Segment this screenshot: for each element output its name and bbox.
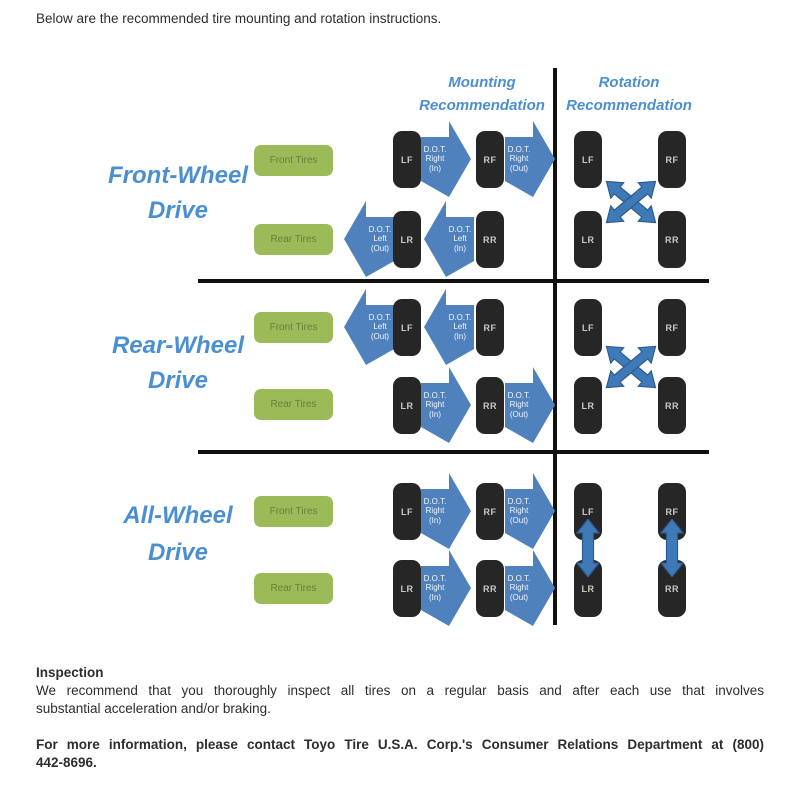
arrow-label: (Out) <box>509 592 529 602</box>
tire-rr: RR <box>476 560 504 617</box>
inspection-body-line1: We recommend that you thoroughly inspect all tires on a regular basis and after each use that involves <box>36 683 764 698</box>
front-tires-badge: Front Tires <box>254 312 333 343</box>
tire-rr: RR <box>658 560 686 617</box>
rear-tires-badge: Rear Tires <box>254 389 333 420</box>
arrow-label: D.O.T. <box>507 573 531 583</box>
paragraph-spacer <box>36 717 764 736</box>
dot-left-in-arrow-icon <box>424 289 474 365</box>
tire-rf: RF <box>658 299 686 356</box>
arrow-label: D.O.T. <box>423 573 447 583</box>
rear-tires-badge: Rear Tires <box>254 224 333 255</box>
arrow-label: (Out) <box>509 409 529 419</box>
contact-line2: 442-8696. <box>36 754 97 770</box>
arrow-label: D.O.T. <box>423 144 447 154</box>
tire-rf: RF <box>476 299 504 356</box>
arrow-label: (In) <box>429 409 441 419</box>
row-label-front-wheel: Front-Wheel <box>108 162 248 189</box>
row-label-rear-wheel: Rear-Wheel <box>111 332 245 359</box>
inspection-body-line2: substantial acceleration and/or braking. <box>36 700 271 716</box>
rear-tires-badge: Rear Tires <box>254 573 333 604</box>
mounting-column-header <box>397 71 567 117</box>
arrow-label: Right <box>425 154 445 164</box>
arrow-label: D.O.T. <box>507 144 531 154</box>
tire-lr: LR <box>574 377 602 434</box>
tire-rr: RR <box>476 211 504 268</box>
tire-lr: LR <box>393 211 421 268</box>
footer-text-block <box>36 664 764 771</box>
mounting-header-line2: Recommendation <box>419 97 545 114</box>
arrow-label: (Out) <box>370 331 390 341</box>
dot-left-in-arrow-icon <box>424 201 474 277</box>
dot-right-out-arrow-icon <box>505 367 555 443</box>
row-label-all-wheel: All-Wheel <box>123 502 233 529</box>
arrow-label: Left <box>453 234 467 244</box>
arrow-label: (Out) <box>370 243 390 253</box>
row-label-front-wheel-drive: Drive <box>147 197 209 224</box>
arrow-label: (Out) <box>509 515 529 525</box>
vertical-rotation-arrow-icon <box>660 519 684 577</box>
arrow-label: (In) <box>429 592 441 602</box>
dot-right-out-arrow-icon <box>505 473 555 549</box>
arrow-label: Left <box>373 322 387 332</box>
arrow-label: Right <box>509 506 529 516</box>
dot-right-in-arrow-icon <box>421 550 471 626</box>
tire-lr: LR <box>574 560 602 617</box>
tire-rf: RF <box>658 483 686 540</box>
cross-rotation-arrows-icon <box>600 340 662 394</box>
arrow-label: Right <box>509 154 529 164</box>
arrow-label: D.O.T. <box>448 224 472 234</box>
front-tires-badge: Front Tires <box>254 145 333 176</box>
tire-rf: RF <box>476 131 504 188</box>
arrow-label: Right <box>425 583 445 593</box>
row-divider-2 <box>198 450 709 454</box>
tire-lr: LR <box>393 377 421 434</box>
tire-lr: LR <box>393 560 421 617</box>
arrow-label: D.O.T. <box>368 312 392 322</box>
tire-rf: RF <box>658 131 686 188</box>
arrow-label: (In) <box>429 163 441 173</box>
intro-text: Below are the recommended tire mounting and rotation instructions. <box>36 11 442 26</box>
tire-lf: LF <box>393 131 421 188</box>
arrow-label: D.O.T. <box>448 312 472 322</box>
arrow-label: D.O.T. <box>368 224 392 234</box>
arrow-label: Left <box>453 322 467 332</box>
rotation-header-line2: Recommendation <box>566 97 692 114</box>
mounting-header-line1: Mounting <box>448 74 516 91</box>
arrow-label: (In) <box>429 515 441 525</box>
tire-lf: LF <box>393 483 421 540</box>
tire-rr: RR <box>658 211 686 268</box>
dot-right-out-arrow-icon <box>505 121 555 197</box>
arrow-label: (Out) <box>509 163 529 173</box>
dot-right-out-arrow-icon <box>505 550 555 626</box>
tire-rr: RR <box>658 377 686 434</box>
front-tires-badge: Front Tires <box>254 496 333 527</box>
dot-right-in-arrow-icon <box>421 367 471 443</box>
tire-lf: LF <box>574 131 602 188</box>
tire-lf: LF <box>574 299 602 356</box>
arrow-label: Right <box>509 583 529 593</box>
rotation-column-header <box>544 71 714 117</box>
arrow-label: Left <box>373 234 387 244</box>
arrow-label: Right <box>509 400 529 410</box>
cross-rotation-arrows-icon <box>600 175 662 229</box>
tire-lr: LR <box>574 211 602 268</box>
arrow-label: D.O.T. <box>423 390 447 400</box>
row-label-rear-wheel-drive: Drive <box>147 367 209 394</box>
vertical-rotation-arrow-icon <box>576 519 600 577</box>
arrow-label: D.O.T. <box>423 496 447 506</box>
row-label-all-wheel-drive: Drive <box>147 539 209 566</box>
tire-lf: LF <box>393 299 421 356</box>
arrow-label: D.O.T. <box>507 496 531 506</box>
arrow-label: Right <box>425 506 445 516</box>
row-divider-1 <box>198 279 709 283</box>
tire-rr: RR <box>476 377 504 434</box>
inspection-heading: Inspection <box>36 665 104 680</box>
tire-rf: RF <box>476 483 504 540</box>
arrow-label: D.O.T. <box>507 390 531 400</box>
contact-line1: For more information, please contact Toyo Tire U.S.A. Corp.'s Consumer Relations Department at (800) <box>36 737 764 752</box>
dot-left-out-arrow-icon <box>344 201 394 277</box>
dot-left-out-arrow-icon <box>344 289 394 365</box>
dot-right-in-arrow-icon <box>421 121 471 197</box>
tire-lf: LF <box>574 483 602 540</box>
dot-right-in-arrow-icon <box>421 473 471 549</box>
arrow-label: (In) <box>454 331 466 341</box>
arrow-label: Right <box>425 400 445 410</box>
arrow-label: (In) <box>454 243 466 253</box>
rotation-header-line1: Rotation <box>598 74 660 91</box>
